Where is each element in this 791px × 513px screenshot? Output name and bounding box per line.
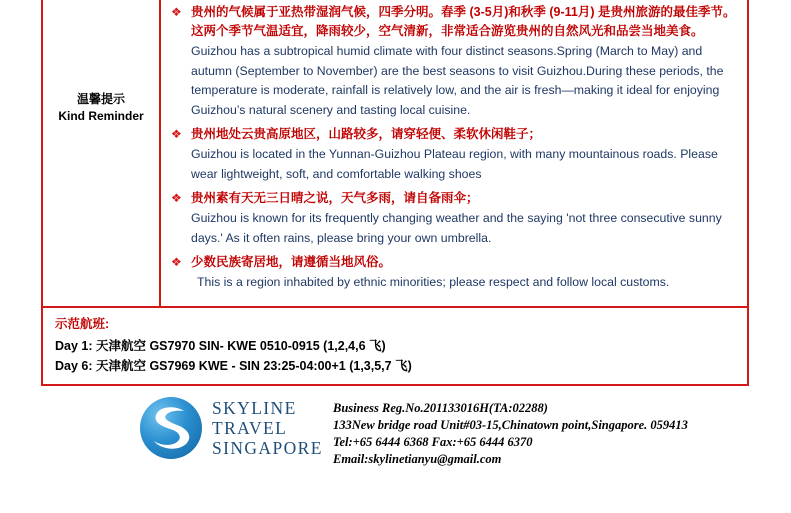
reminder-text-en: Guizhou is known for its frequently changing weather and the saying 'not three consecutive sunny days.' As it often rains, please bring your own umbrella. bbox=[191, 211, 722, 245]
reminder-text-en: Guizhou has a subtropical humid climate with four distinct seasons.Spring (March to May) and autumn (September to November) are the best seasons to visit Guizhou.During these periods, the temperature is moderate, rainfall is relatively low, and the air is fresh—making it ideal for enjoying Guizhou’s natural scenery and tasting local cuisine. bbox=[191, 44, 724, 117]
reminder-text-cn: 贵州的气候属于亚热带湿润气候，四季分明。春季 (3-5月)和秋季 (9-11月) 是贵州旅游的最佳季节。这两个季节气温适宜，降雨较少，空气清新，非常适合游览贵州的自然风光和品尝当地美食。 bbox=[191, 5, 736, 38]
list-item-content bbox=[191, 253, 737, 296]
reminder-text-cn: 贵州素有天无三日晴之说，天气多雨，请自备雨伞； bbox=[191, 191, 479, 205]
business-email: Email:skylinetianyu@gmail.com bbox=[333, 452, 502, 466]
list-item-content bbox=[191, 3, 737, 123]
business-address: 133New bridge road Unit#03-15,Chinatown point,Singapore. 059413 bbox=[333, 418, 688, 432]
logo-line-2: TRAVEL bbox=[212, 418, 288, 438]
reminder-text-cn: 少数民族寄居地，请遵循当地风俗。 bbox=[191, 255, 392, 269]
diamond-bullet-icon: ❖ bbox=[171, 191, 182, 205]
flight-line: Day 1: 天津航空 GS7970 SIN- KWE 0510-0915 (1,2,4,6 飞) bbox=[55, 338, 386, 353]
logo-line-3: SINGAPORE bbox=[212, 438, 323, 458]
list-item-content bbox=[191, 125, 737, 187]
sample-flights-title: 示范航班: bbox=[55, 316, 110, 331]
reminder-text-en: Guizhou is located in the Yunnan-Guizhou Plateau region, with many mountainous roads. Please wear lightweight, soft, and comfortable walking shoes bbox=[191, 147, 718, 181]
list-item bbox=[169, 253, 737, 296]
reminder-text-cn: 贵州地处云贵高原地区，山路较多，请穿轻便、柔软休闲鞋子； bbox=[191, 127, 542, 141]
list-item bbox=[169, 189, 737, 251]
business-info bbox=[333, 400, 688, 468]
diamond-bullet-icon: ❖ bbox=[171, 127, 182, 141]
sample-flights-section bbox=[43, 308, 747, 384]
reminder-label-cell bbox=[43, 0, 161, 306]
flight-line: Day 6: 天津航空 GS7969 KWE - SIN 23:25-04:00+1 (1,3,5,7 飞) bbox=[55, 358, 412, 373]
business-phone: Tel:+65 6444 6368 Fax:+65 6444 6370 bbox=[333, 435, 533, 449]
logo-line-1: SKYLINE bbox=[212, 398, 297, 418]
company-logo bbox=[140, 397, 323, 459]
reminder-label-en: Kind Reminder bbox=[58, 109, 144, 123]
globe-swoosh-icon bbox=[140, 397, 202, 459]
list-item-content bbox=[191, 189, 737, 251]
reminder-row bbox=[43, 0, 747, 308]
diamond-bullet-icon: ❖ bbox=[171, 255, 182, 269]
company-logo-text bbox=[212, 398, 323, 458]
business-registration: Business Reg.No.201133016H(TA:02288) bbox=[333, 401, 548, 415]
reminder-label-cn: 温馨提示 bbox=[76, 92, 125, 106]
swoosh-shape-icon bbox=[149, 405, 193, 451]
reminder-table bbox=[41, 0, 749, 386]
reminder-body-cell bbox=[161, 0, 747, 306]
list-item bbox=[169, 3, 737, 123]
reminder-text-en: This is a region inhabited by ethnic minorities; please respect and follow local customs. bbox=[197, 275, 670, 289]
diamond-bullet-icon: ❖ bbox=[171, 5, 182, 19]
list-item bbox=[169, 125, 737, 187]
document-footer bbox=[0, 392, 791, 492]
